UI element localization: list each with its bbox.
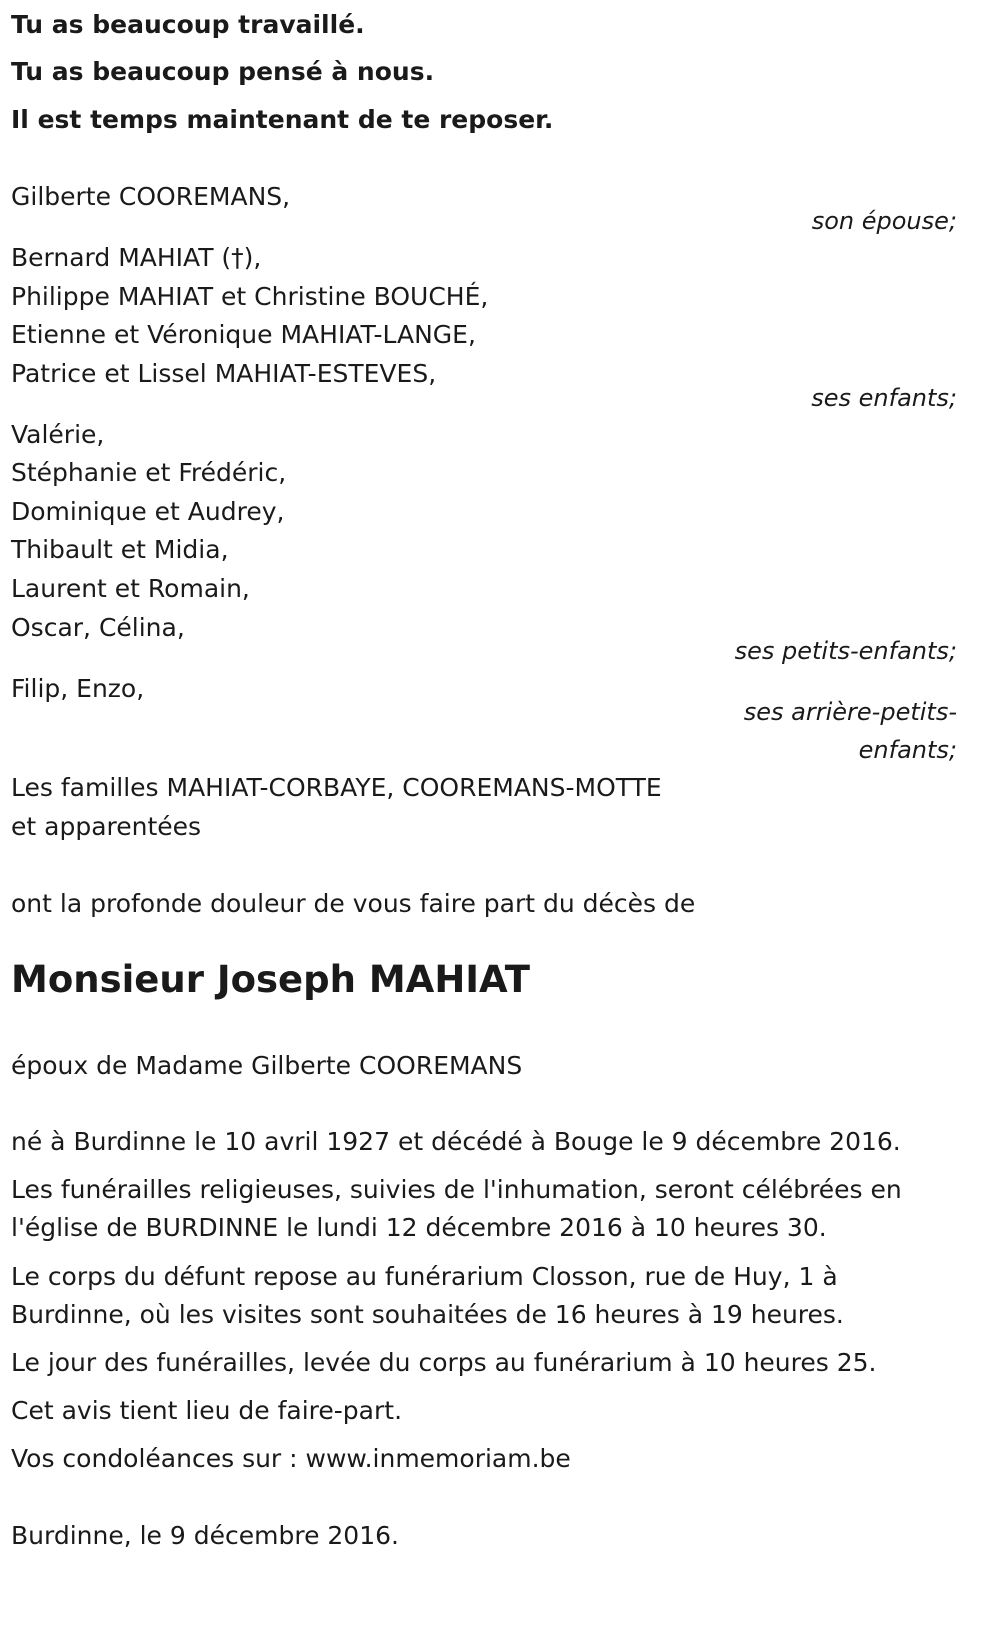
- spouse-of: époux de Madame Gilberte COOREMANS: [11, 1051, 523, 1080]
- grandchild-5: Laurent et Romain,: [11, 574, 250, 603]
- great-grandchildren-role-line-1: ses arrière-petits-: [743, 698, 957, 726]
- child-4: Patrice et Lissel MAHIAT-ESTEVES,: [11, 359, 437, 388]
- signature: Burdinne, le 9 décembre 2016.: [11, 1521, 399, 1550]
- verse-line-3: Il est temps maintenant de te reposer.: [11, 105, 554, 134]
- detail-funeral-line-2: l'église de BURDINNE le lundi 12 décembre 2016 à 10 heures 30.: [11, 1213, 827, 1242]
- grandchild-6: Oscar, Célina,: [11, 613, 185, 642]
- child-2: Philippe MAHIAT et Christine BOUCHÉ,: [11, 282, 489, 311]
- great-grandchild-1: Filip, Enzo,: [11, 674, 145, 703]
- grandchild-1: Valérie,: [11, 420, 105, 449]
- detail-birth-death: né à Burdinne le 10 avril 1927 et décédé à Bouge le 9 décembre 2016.: [11, 1127, 901, 1156]
- detail-faire-part: Cet avis tient lieu de faire-part.: [11, 1396, 403, 1425]
- grandchild-2: Stéphanie et Frédéric,: [11, 458, 287, 487]
- spouse-role: son épouse;: [811, 207, 957, 235]
- child-3: Etienne et Véronique MAHIAT-LANGE,: [11, 320, 476, 349]
- verse-line-1: Tu as beaucoup travaillé.: [11, 10, 365, 39]
- detail-condolences: Vos condoléances sur : www.inmemoriam.be: [11, 1444, 571, 1473]
- announcement: ont la profonde douleur de vous faire part du décès de: [11, 889, 696, 918]
- children-role: ses enfants;: [811, 384, 957, 412]
- grandchildren-role: ses petits-enfants;: [734, 637, 957, 665]
- detail-repose-line-1: Le corps du défunt repose au funérarium Closson, rue de Huy, 1 à: [11, 1262, 838, 1291]
- deceased-name: Monsieur Joseph MAHIAT: [11, 958, 531, 1001]
- spouse-name: Gilberte COOREMANS,: [11, 182, 291, 211]
- families-line-2: et apparentées: [11, 812, 202, 841]
- grandchild-4: Thibault et Midia,: [11, 535, 229, 564]
- child-1: Bernard MAHIAT (†),: [11, 243, 262, 272]
- detail-repose-line-2: Burdinne, où les visites sont souhaitées de 16 heures à 19 heures.: [11, 1300, 844, 1329]
- detail-levee: Le jour des funérailles, levée du corps au funérarium à 10 heures 25.: [11, 1348, 877, 1377]
- great-grandchildren-role-line-2: enfants;: [858, 736, 957, 764]
- detail-funeral-line-1: Les funérailles religieuses, suivies de l'inhumation, seront célébrées en: [11, 1175, 902, 1204]
- verse-line-2: Tu as beaucoup pensé à nous.: [11, 57, 435, 86]
- grandchild-3: Dominique et Audrey,: [11, 497, 285, 526]
- families-line-1: Les familles MAHIAT-CORBAYE, COOREMANS-MOTTE: [11, 773, 662, 802]
